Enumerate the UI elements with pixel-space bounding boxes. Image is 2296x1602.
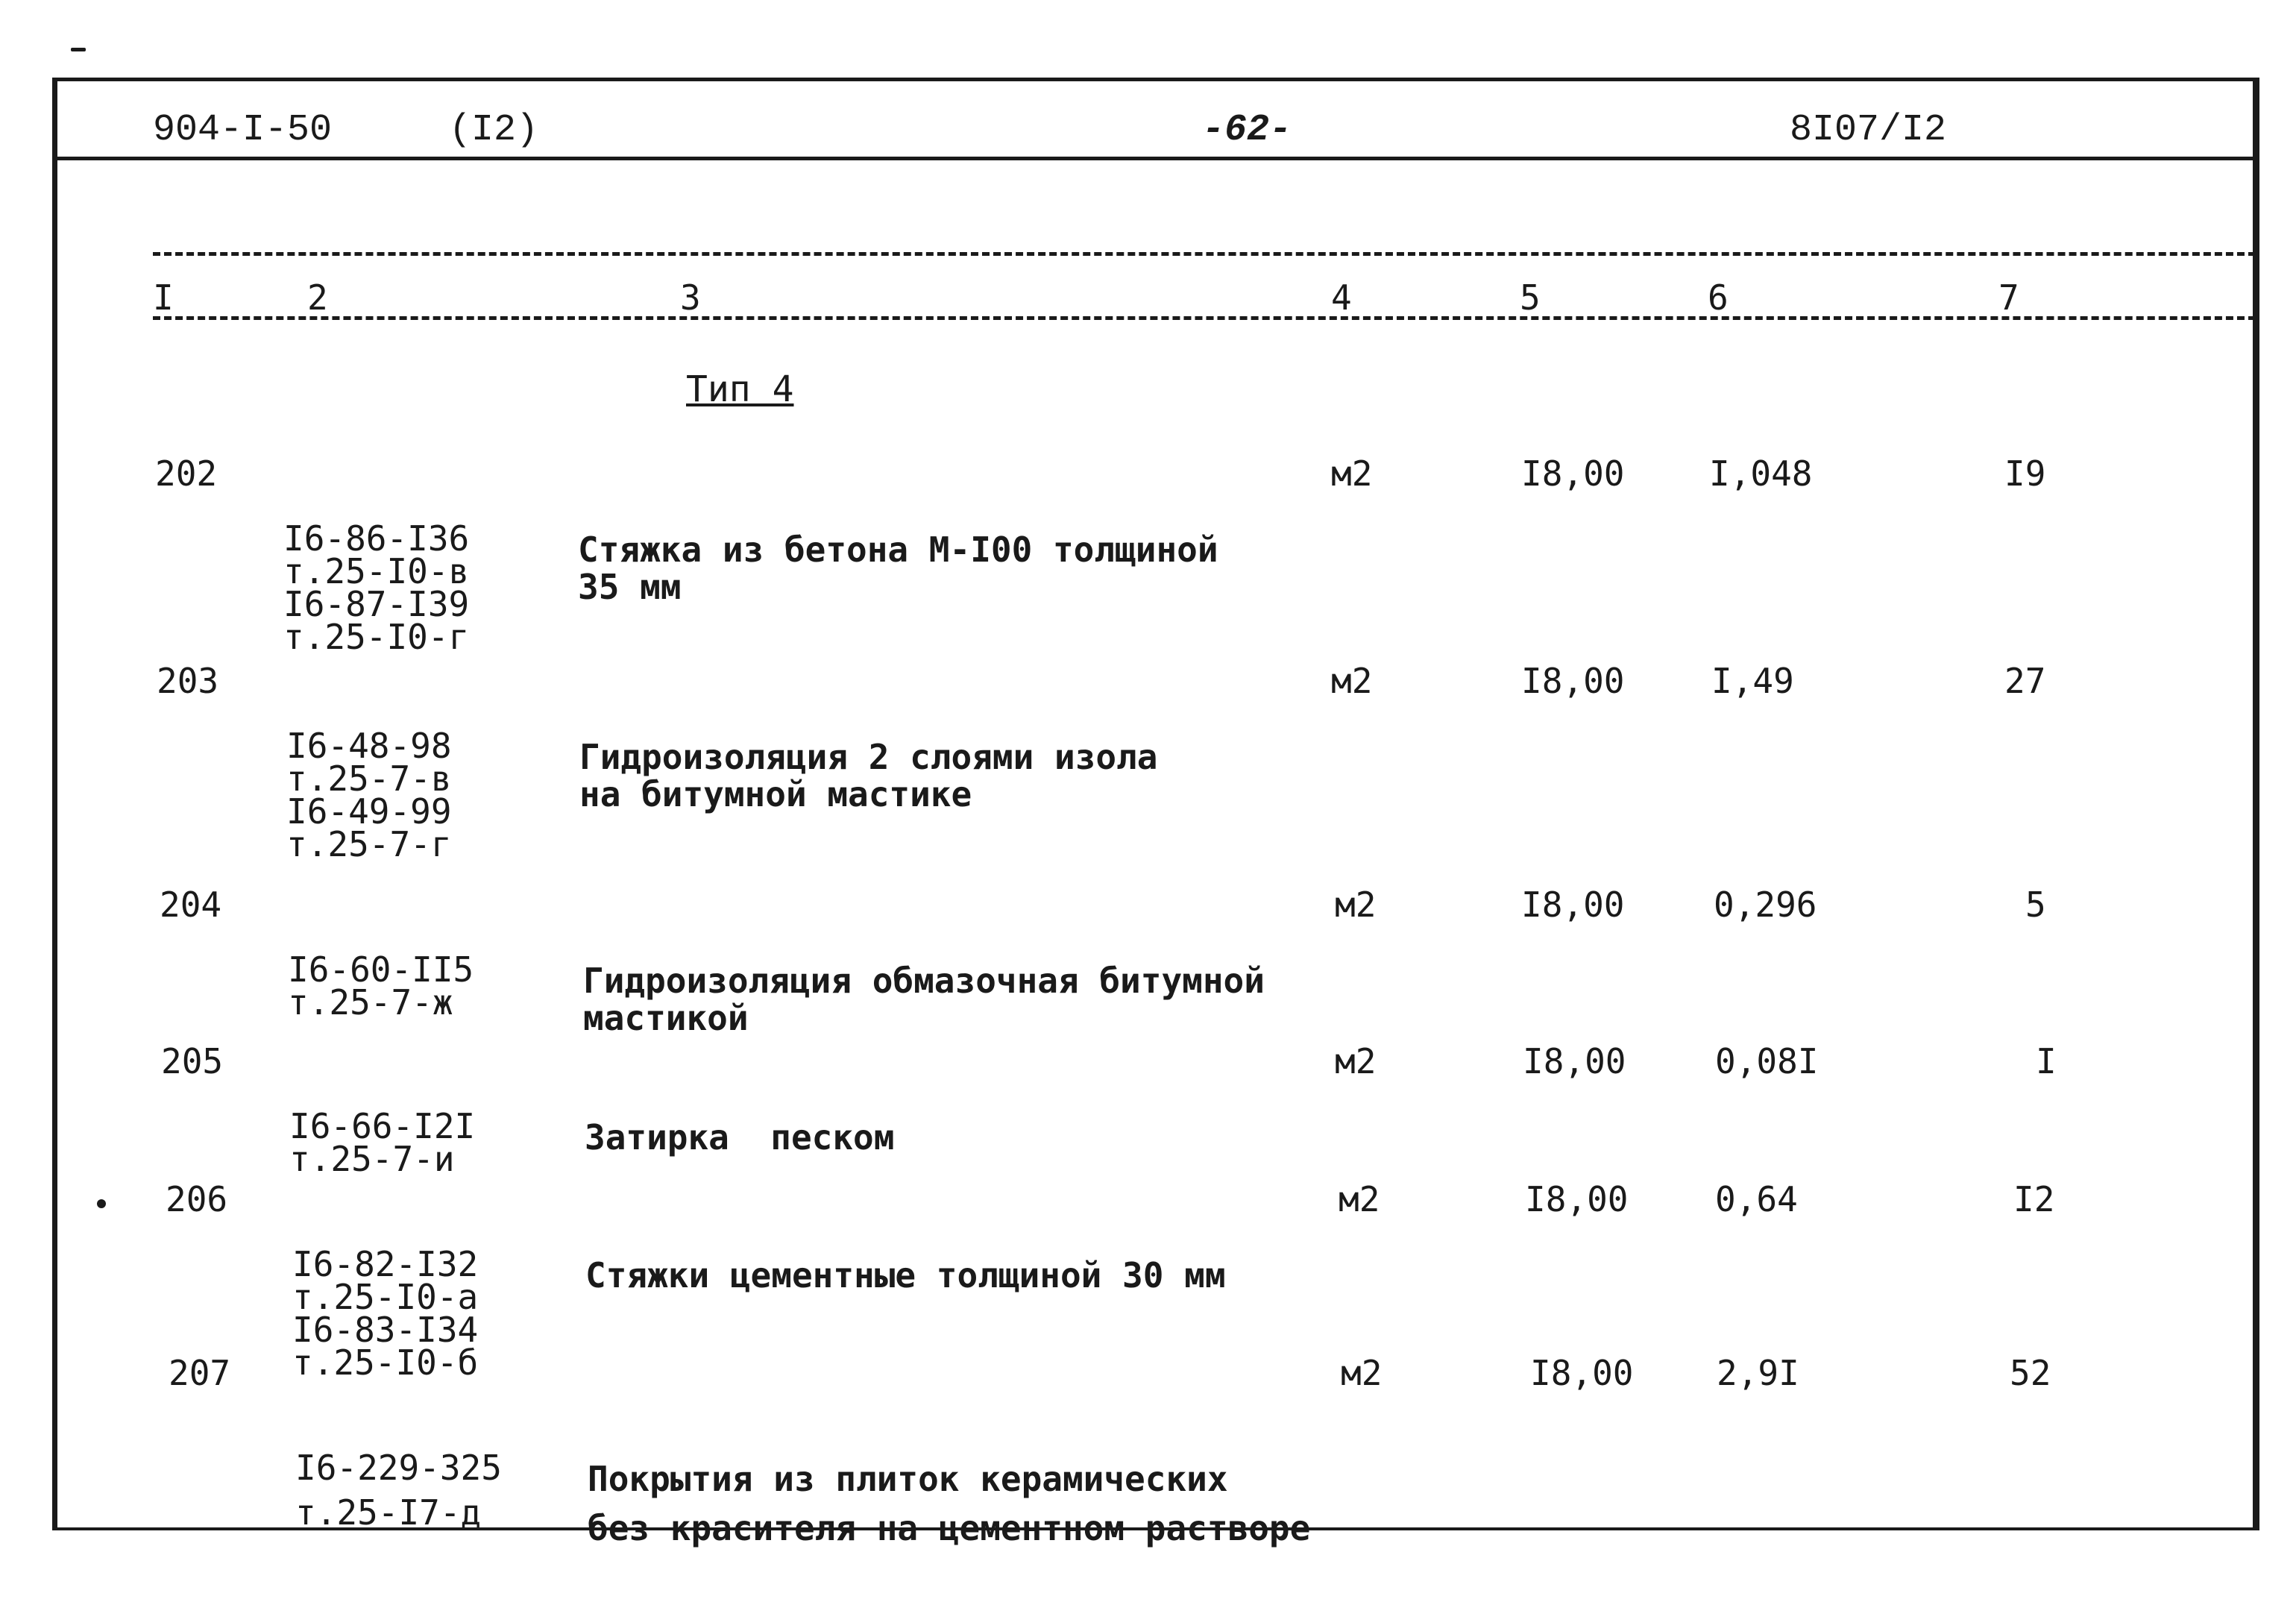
total-cell: I2	[2013, 1179, 2055, 1219]
total-cell: I	[2036, 1041, 2057, 1081]
norm-cell: 0,08I	[1715, 1041, 1819, 1081]
row-number: 204	[160, 885, 222, 925]
code-cell: I6-60-II5 т.25-7-ж	[288, 949, 474, 1023]
total-cell: 5	[2025, 885, 2046, 925]
norm-cell: I,49	[1711, 661, 1794, 701]
row-number: 203	[157, 661, 219, 701]
row-number: 205	[161, 1041, 224, 1081]
column-header-3: 3	[680, 277, 701, 318]
quantity-cell: I8,00	[1521, 661, 1625, 701]
total-cell: 27	[2004, 661, 2046, 701]
row-number: 206	[166, 1179, 228, 1219]
norm-cell: I,048	[1709, 453, 1813, 494]
code-cell: I6-48-98 т.25-7-в I6-49-99 т.25-7-г	[286, 726, 452, 864]
margin-mark	[71, 48, 86, 51]
table-top-dashed-line	[153, 252, 2256, 256]
description-cell: Покрытия из плиток керамических без красителя на цементном растворе	[588, 1459, 1311, 1548]
norm-cell: 2,9I	[1717, 1353, 1799, 1393]
column-header-1: I	[153, 277, 174, 318]
quantity-cell: I8,00	[1530, 1353, 1634, 1393]
table-header-dashed-line	[153, 316, 2256, 320]
unit-cell: м2	[1331, 661, 1373, 701]
description-cell: Гидроизоляция обмазочная битумной мастикой	[583, 961, 1265, 1038]
unit-cell: м2	[1331, 453, 1373, 494]
code-cell: I6-82-I32 т.25-I0-а I6-83-I34 т.25-I0-б	[292, 1244, 479, 1383]
header-divider	[52, 157, 2259, 160]
quantity-cell: I8,00	[1523, 1041, 1626, 1081]
section-title: Тип 4	[686, 368, 794, 410]
description-cell: Затирка песком	[585, 1117, 895, 1157]
description-cell: Стяжка из бетона М-I00 толщиной 35 мм	[578, 530, 1218, 607]
code-cell: I6-86-I36 т.25-I0-в I6-87-I39 т.25-I0-г	[283, 518, 470, 657]
page-number: -62-	[1202, 109, 1292, 151]
column-header-6: 6	[1708, 277, 1729, 318]
sheet-part: (I2)	[449, 109, 539, 151]
column-header-5: 5	[1520, 277, 1541, 318]
album-number: 8I07/I2	[1790, 109, 1947, 151]
total-cell: I9	[2004, 453, 2046, 494]
unit-cell: м2	[1335, 1041, 1377, 1081]
code-cell: I6-229-325 т.25-I7-д	[295, 1448, 502, 1533]
total-cell: 52	[2010, 1353, 2051, 1393]
column-header-2: 2	[307, 277, 328, 318]
row-number: 202	[155, 453, 218, 494]
unit-cell: м2	[1339, 1179, 1380, 1219]
quantity-cell: I8,00	[1521, 885, 1625, 925]
norm-cell: 0,64	[1715, 1179, 1798, 1219]
norm-cell: 0,296	[1714, 885, 1817, 925]
doc-number: 904-I-50	[153, 109, 333, 151]
description-cell: Гидроизоляция 2 слоями изола на битумной мастике	[579, 737, 1158, 814]
quantity-cell: I8,00	[1525, 1179, 1629, 1219]
quantity-cell: I8,00	[1521, 453, 1625, 494]
margin-mark	[97, 1199, 106, 1208]
unit-cell: м2	[1335, 885, 1377, 925]
unit-cell: м2	[1341, 1353, 1383, 1393]
row-number: 207	[169, 1353, 231, 1393]
column-header-4: 4	[1331, 277, 1352, 318]
code-cell: I6-66-I2I т.25-7-и	[289, 1106, 476, 1179]
column-header-7: 7	[1998, 277, 2019, 318]
description-cell: Стяжки цементные толщиной 30 мм	[585, 1255, 1226, 1295]
